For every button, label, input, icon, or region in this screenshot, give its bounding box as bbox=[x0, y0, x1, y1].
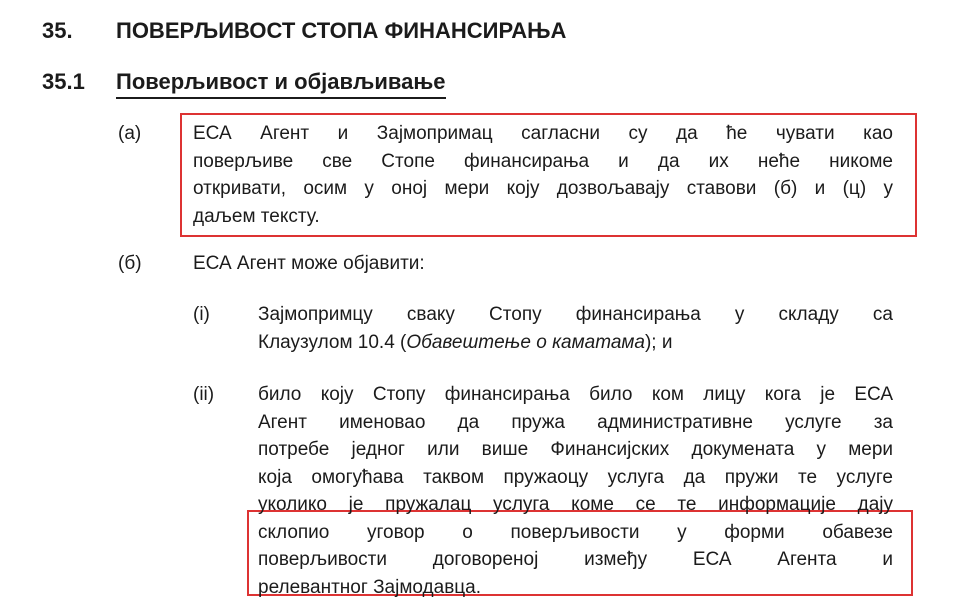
text-segment: откривати, осим у оној мери коју дозвољавају ставови (б) и (ц) у bbox=[193, 178, 893, 199]
clause-b-label: (б) bbox=[118, 253, 142, 274]
text-segment: Клаузулом 10.4 ( bbox=[258, 331, 407, 353]
text-segment: Агент именовао да пружа административне услуге за bbox=[258, 411, 893, 433]
text-line bbox=[258, 329, 893, 357]
text-segment: било коју Стопу финансирања било ком лицу кога је ЕСА bbox=[258, 384, 893, 405]
text-segment: Зајмопримцу сваку Стопу финансирања у складу са bbox=[258, 304, 893, 325]
text-line bbox=[193, 175, 893, 203]
clause-a-label: (а) bbox=[118, 123, 142, 144]
text-line bbox=[258, 381, 893, 409]
text-line bbox=[193, 120, 893, 148]
subsection-title bbox=[116, 68, 446, 99]
section-title: ПОВЕРЉИВОСТ СТОПА ФИНАНСИРАЊА bbox=[116, 18, 567, 43]
clause-b-i-label: (i) bbox=[193, 304, 210, 325]
text-segment: поверљиве све Стопе финансирања и да их неће никоме bbox=[193, 150, 893, 172]
clause-b-ii-label: (ii) bbox=[193, 384, 215, 405]
text-segment: склопио уговор о поверљивости у форми обавезе bbox=[258, 521, 893, 543]
text-line bbox=[258, 574, 893, 600]
clause-b-ii-text bbox=[258, 381, 893, 600]
defined-term-italic: Обавештење о каматама bbox=[406, 331, 645, 353]
text-line bbox=[258, 436, 893, 464]
text-line bbox=[193, 203, 893, 231]
text-segment: релевантног Зајмодавца. bbox=[258, 576, 482, 598]
text-line bbox=[258, 491, 893, 519]
clause-b-text: ЕСА Агент може објавити: bbox=[193, 253, 425, 274]
text-line bbox=[258, 464, 893, 492]
text-segment: која омогућава таквом пружаоцу услуга да пружи те услуге bbox=[258, 466, 893, 488]
text-segment: уколико је пружалац услуга коме се те информације дају bbox=[258, 494, 893, 515]
text-line bbox=[258, 519, 893, 547]
text-segment: поверљивости договореној између ЕСА Агента и bbox=[258, 549, 893, 570]
text-segment: даљем тексту. bbox=[193, 205, 320, 227]
text-segment: ); и bbox=[644, 331, 673, 353]
text-segment: потребе једног или више Финансијских докумената у мери bbox=[258, 439, 893, 460]
subsection-number: 35.1 bbox=[42, 69, 85, 94]
text-line bbox=[258, 546, 893, 574]
subsection-title-text: Поверљивост и објављивање bbox=[116, 68, 446, 99]
text-line bbox=[258, 301, 893, 329]
text-line bbox=[258, 409, 893, 437]
clause-b-i-text bbox=[258, 301, 893, 356]
text-line bbox=[193, 148, 893, 176]
text-segment: ЕСА Агент и Зајмопримац сагласни су да ће чувати као bbox=[193, 123, 893, 144]
clause-a-text bbox=[193, 120, 893, 230]
section-number: 35. bbox=[42, 18, 73, 43]
